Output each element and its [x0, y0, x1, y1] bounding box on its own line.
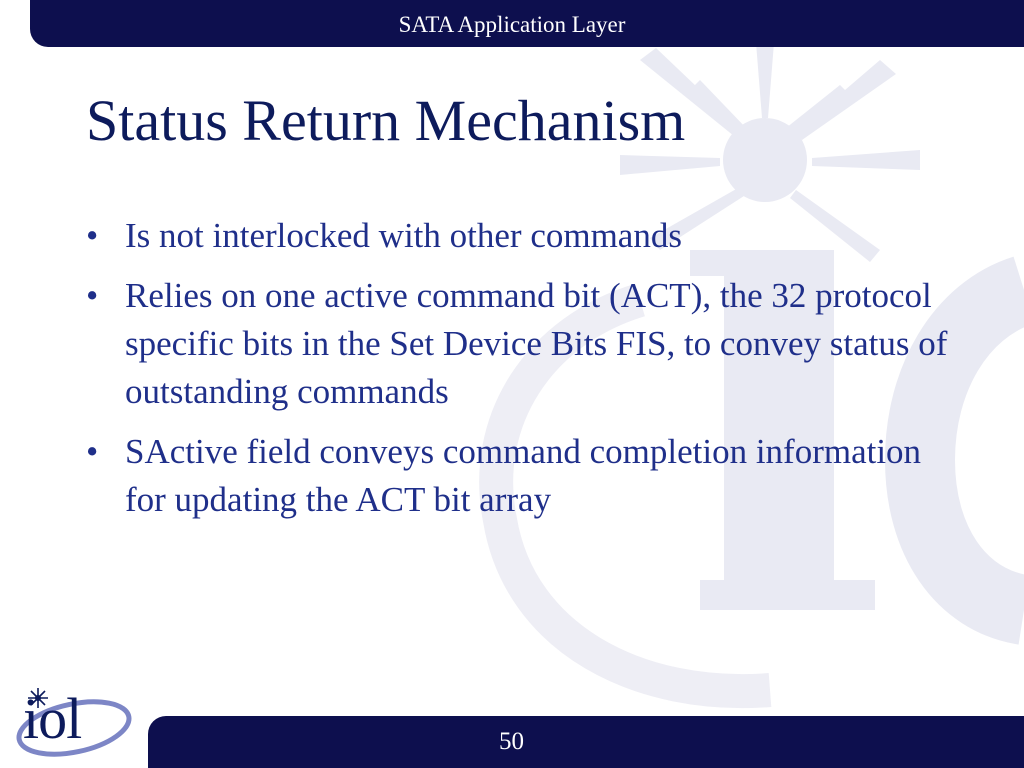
- logo-wordmark: iol: [23, 686, 82, 751]
- page-number: 50: [499, 728, 524, 755]
- bullet-symbol: •: [86, 216, 99, 255]
- bullet-text: Relies on one active command bit (ACT), the 32 protocol specific bits in the Set Device Bits FIS, to convey status of outstanding commands: [125, 276, 948, 411]
- watermark-i-foot: [700, 580, 875, 610]
- bullet-symbol: •: [86, 432, 99, 471]
- watermark-ray: [812, 150, 920, 170]
- header-bar: [30, 0, 1024, 47]
- bullet-text: Is not interlocked with other commands: [125, 216, 682, 255]
- watermark-ray: [796, 60, 896, 140]
- watermark-ray: [690, 80, 748, 136]
- bullet-item: [86, 428, 966, 524]
- watermark-ray: [620, 155, 720, 175]
- header-title: SATA Application Layer: [398, 12, 626, 37]
- slide-title: Status Return Mechanism: [86, 88, 686, 153]
- bullet-symbol: •: [86, 276, 99, 315]
- bullet-item: [86, 272, 966, 416]
- footer-bar: [148, 716, 1024, 768]
- bullet-text: SActive field conveys command completion information for updating the ACT bit array: [125, 432, 922, 519]
- bullet-list: [86, 212, 966, 536]
- bullet-item: [86, 212, 966, 260]
